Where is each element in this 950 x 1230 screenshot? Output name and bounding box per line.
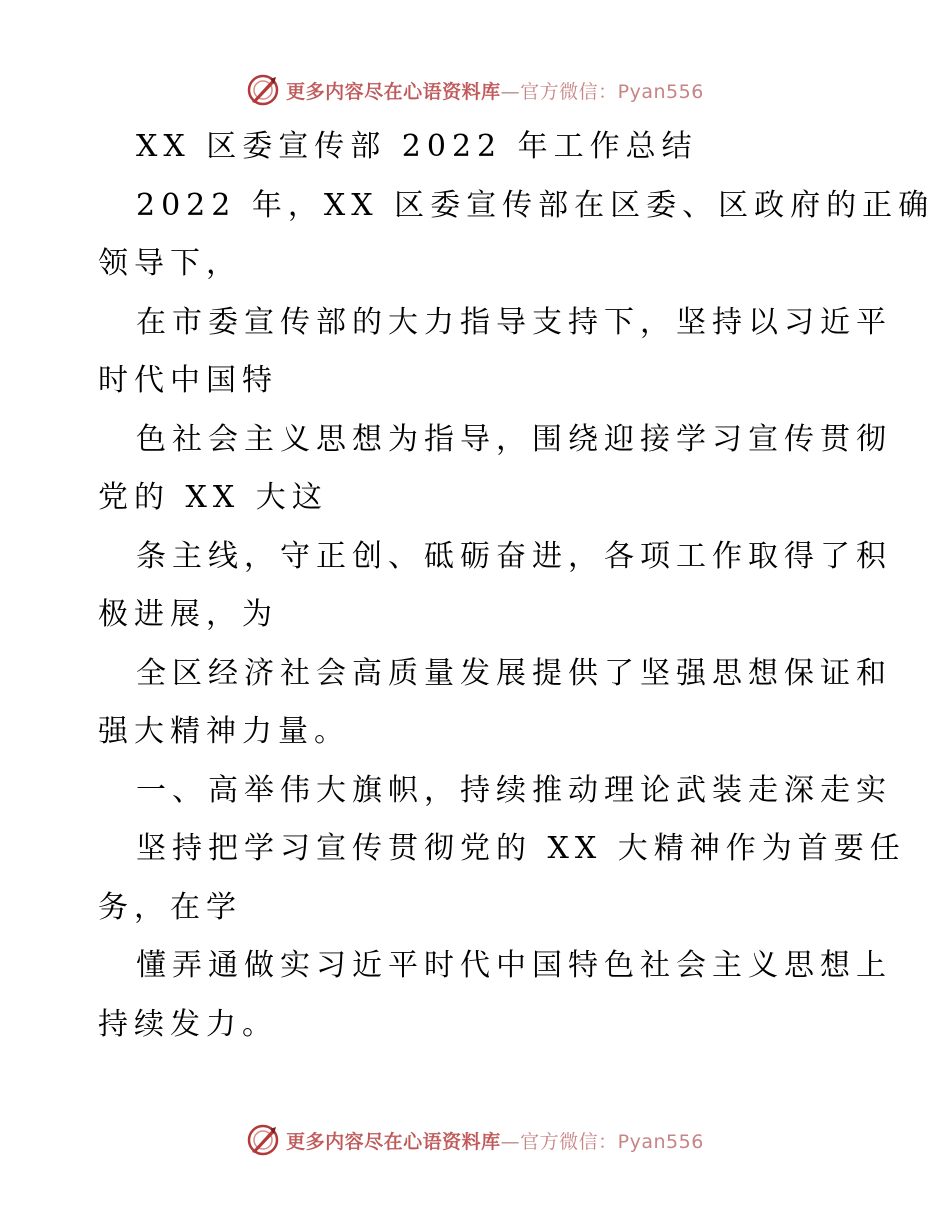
watermark-brand: 更多内容尽在心语资料库 [286,80,501,103]
text-line: 持续发力。 [98,1006,278,1042]
watermark-footer [0,1120,950,1160]
watermark-text [286,77,704,104]
watermark-contact: 官方微信：Pyan556 [520,80,704,103]
text-line: 条主线，守正创、砥砺奋进，各项工作取得了积 [136,538,892,574]
watermark-separator: — [500,1130,521,1153]
document-body [98,118,935,1054]
watermark-header [0,70,950,110]
text-line: 时代中国特 [98,363,278,398]
text-line: 2022 年，XX 区委宣传部在区委、区政府的正确 [136,187,935,223]
text-line: 领导下， [98,246,242,281]
text-line: 务，在学 [98,889,242,925]
text-line: 全区经济社会高质量发展提供了坚强思想保证和 [136,655,892,691]
watermark-contact: 官方微信：Pyan556 [520,1130,704,1153]
document-title: XX 区委宣传部 2022 年工作总结 [136,129,698,164]
text-line: 色社会主义思想为指导，围绕迎接学习宣传贯彻 [136,421,892,457]
text-line: 在市委宣传部的大力指导支持下，坚持以习近平 [136,304,892,340]
text-line: 强大精神力量。 [98,714,350,749]
watermark-brand: 更多内容尽在心语资料库 [286,1130,501,1153]
watermark-text [286,1127,704,1154]
text-line: 懂弄通做实习近平时代中国特色社会主义思想上 [136,948,892,983]
text-line: 坚持把学习宣传贯彻党的 XX 大精神作为首要任 [136,831,906,866]
quill-logo-icon [246,1123,280,1157]
text-line: 一、高举伟大旗帜，持续推动理论武装走深走实 [136,772,892,808]
quill-logo-icon [246,73,280,107]
watermark-separator: — [500,80,521,103]
text-line: 极进展，为 [98,597,278,632]
text-line: 党的 XX 大这 [98,480,328,515]
